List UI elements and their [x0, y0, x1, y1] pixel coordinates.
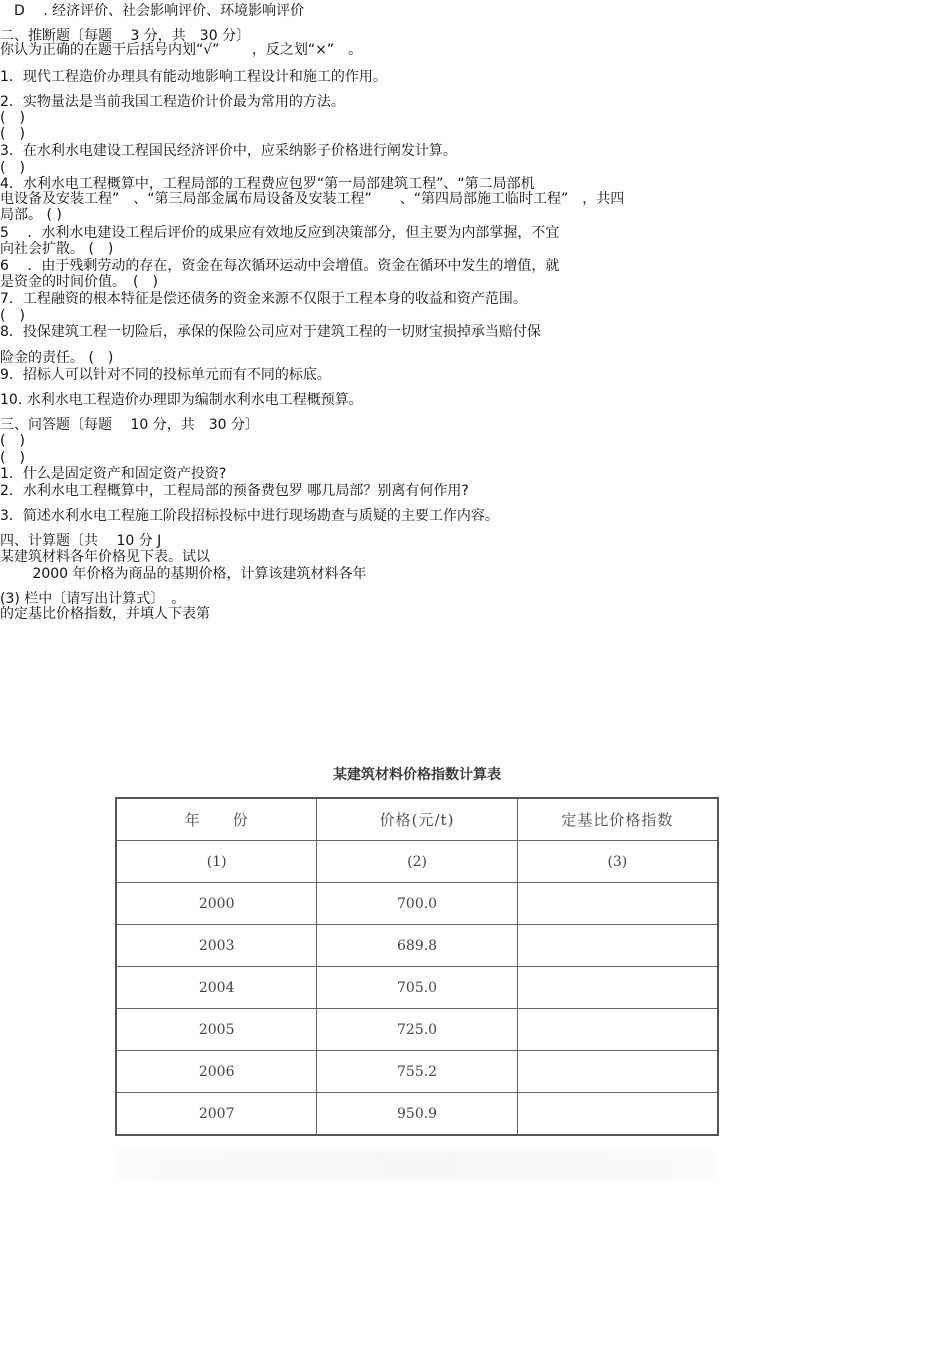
price-cell: 700.0: [317, 883, 517, 925]
question-line: 1．现代工程造价办理具有能动地影响工程设计和施工的作用。: [0, 69, 387, 85]
question-line: 8．投保建筑工程一切险后，承保的保险公司应对于建筑工程的一切财宝损掉承当赔付保: [0, 324, 541, 340]
column-number-cell: (1): [116, 841, 317, 883]
table-row: [116, 1009, 718, 1051]
question-line: 3．在水利水电建设工程国民经济评价中，应采纳影子价格进行阐发计算。: [0, 143, 457, 159]
question-line: 是资金的时间价值。 ( ): [0, 274, 158, 290]
section-4-heading: 四、计算题〔共 10 分 J: [0, 533, 162, 549]
question-line: 7．工程融资的根本特征是偿还债务的资金来源不仅限于工程本身的收益和资产范围。: [0, 291, 527, 307]
question-line: 4．水利水电工程概算中，工程局部的工程费应包罗“第一局部建筑工程”、“第二局部机: [0, 176, 535, 192]
table-row: [116, 967, 718, 1009]
index-cell: [517, 925, 718, 967]
question-line: 2．水利水电工程概算中，工程局部的预备费包罗 哪几局部？别离有何作用?: [0, 483, 469, 499]
question-line: 9．招标人可以针对不同的投标单元而有不同的标底。: [0, 367, 331, 383]
answer-parens: ( ): [0, 450, 25, 466]
index-cell: [517, 883, 718, 925]
year-cell: 2003: [116, 925, 317, 967]
question-line: 向社会扩散。 ( ): [0, 241, 114, 257]
question-line: 电设备及安装工程” 、“第三局部金属布局设备及安装工程” 、“第四局部施工临时工程” ，共四: [0, 191, 625, 207]
answer-parens: ( ): [0, 308, 25, 324]
year-cell: 2000: [116, 883, 317, 925]
answer-parens: ( ): [0, 433, 25, 449]
calc-question-line: (3) 栏中〔请写出计算式〕 。: [0, 591, 186, 607]
index-cell: [517, 967, 718, 1009]
calc-question-line: 2000 年价格为商品的基期价格，计算该建筑材料各年: [0, 566, 367, 582]
question-line: 1．什么是固定资产和固定资产投资?: [0, 466, 227, 482]
table-title: 某建筑材料价格指数计算表: [333, 767, 501, 783]
price-cell: 755.2: [317, 1051, 517, 1093]
question-line: 局部。 ( ): [0, 207, 62, 223]
price-cell: 705.0: [317, 967, 517, 1009]
header-cell-index: 定基比价格指数: [517, 798, 718, 841]
question-line: 2．实物量法是当前我国工程造价计价最为常用的方法。: [0, 94, 345, 110]
header-cell-price: 价格(元/t): [317, 798, 517, 841]
table-row: [116, 1051, 718, 1093]
index-cell: [517, 1051, 718, 1093]
answer-parens: ( ): [0, 110, 25, 126]
answer-parens: ( ): [0, 160, 25, 176]
table-column-number-row: [116, 841, 718, 883]
price-index-table: [115, 797, 719, 1136]
price-cell: 950.9: [317, 1093, 517, 1136]
table-row: [116, 925, 718, 967]
section-2-heading: 二、推断题〔每题 3 分，共 30 分〕: [0, 28, 251, 44]
calc-question-line: 某建筑材料各年价格见下表。试以: [0, 549, 210, 565]
year-cell: 2007: [116, 1093, 317, 1136]
year-cell: 2005: [116, 1009, 317, 1051]
answer-parens: ( ): [0, 126, 25, 142]
year-cell: 2006: [116, 1051, 317, 1093]
question-line: 险金的责任。 ( ): [0, 350, 114, 366]
question-line: 10. 水利水电工程造价办理即为编制水利水电工程概预算。: [0, 392, 363, 408]
table-header-row: [116, 798, 718, 841]
scan-smudge: [115, 1150, 715, 1180]
column-number-cell: (3): [517, 841, 718, 883]
index-cell: [517, 1093, 718, 1136]
table-row: [116, 1093, 718, 1136]
price-cell: 689.8: [317, 925, 517, 967]
option-d-line: D . 经济评价、社会影响评价、环境影响评价: [0, 3, 305, 19]
question-line: 6 ．由于残剩劳动的存在，资金在每次循环运动中会增值。资金在循环中发生的增值，就: [0, 258, 560, 274]
index-cell: [517, 1009, 718, 1051]
table-row: [116, 883, 718, 925]
section-2-instruction: 你认为正确的在题干后括号内划“√” ，反之划“×” 。: [0, 42, 363, 58]
calc-question-line: 的定基比价格指数，并填人下表第: [0, 606, 210, 622]
question-line: 5 ．水利水电建设工程后评价的成果应有效地反应到决策部分，但主要为内部掌握，不宜: [0, 225, 560, 241]
price-cell: 725.0: [317, 1009, 517, 1051]
section-3-heading: 三、问答题〔每题 10 分，共 30 分〕: [0, 417, 259, 433]
column-number-cell: (2): [317, 841, 517, 883]
year-cell: 2004: [116, 967, 317, 1009]
header-cell-year: 年 份: [116, 798, 317, 841]
question-line: 3．简述水利水电工程施工阶段招标投标中进行现场勘查与质疑的主要工作内容。: [0, 508, 499, 524]
